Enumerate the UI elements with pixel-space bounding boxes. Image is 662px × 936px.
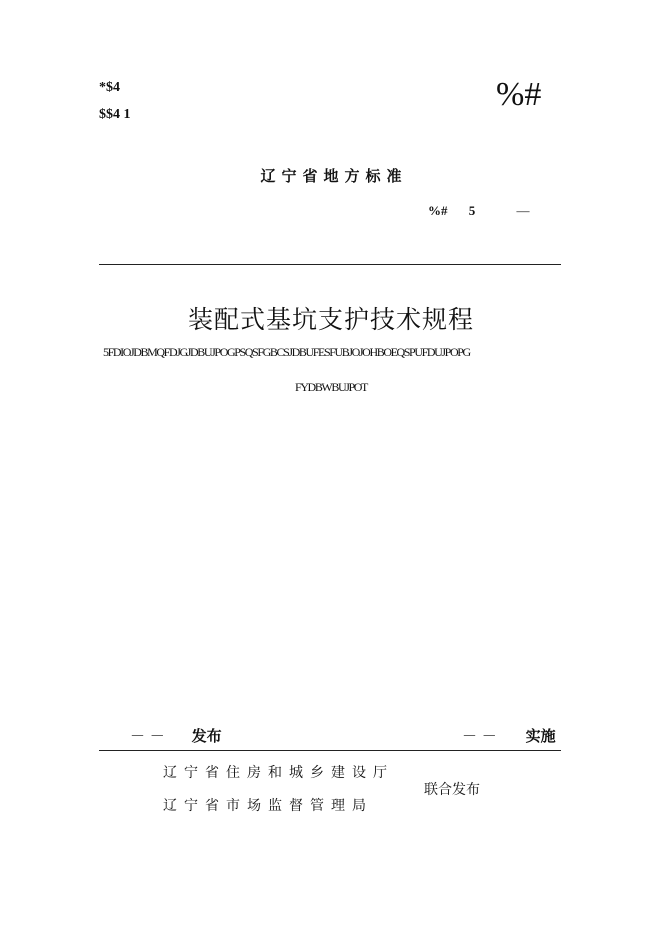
standard-kind: 辽宁省地方标准 (260, 167, 408, 185)
bottom-rule (99, 750, 561, 751)
standard-number (428, 203, 530, 219)
joint-release-label: 联合发布 (424, 782, 480, 798)
implement-date-dash: － － (462, 727, 497, 745)
english-title-line-1: 5FDIOJDBMQFDJGJDBUJPOGPSQSFGBCSJDBUFESFUBJOJOHBOEQSPUFDUJPOPG (103, 345, 470, 359)
publish-label: 发布 (191, 727, 222, 745)
standard-number-dash: — (516, 203, 530, 218)
ccs-code: $$4 1 (99, 107, 131, 122)
issuer-market-bureau: 辽宁省市场监督管理局 (163, 798, 373, 814)
top-rule (99, 264, 561, 265)
ics-code: *$4 (99, 80, 120, 95)
publish-date (130, 725, 222, 746)
standard-number-main: 5 (468, 203, 476, 218)
document-title: 装配式基坑支护技术规程 (187, 305, 474, 334)
implement-label: 实施 (525, 727, 556, 745)
publish-date-dash: － － (130, 727, 165, 745)
english-title-line-2: FYDBWBUJPOT (295, 380, 367, 394)
standard-number-prefix: %# (428, 203, 448, 218)
db-mark: %# (496, 76, 542, 113)
issuer-housing-dept: 辽宁省住房和城乡建设厅 (163, 765, 394, 781)
implement-date (462, 725, 556, 746)
